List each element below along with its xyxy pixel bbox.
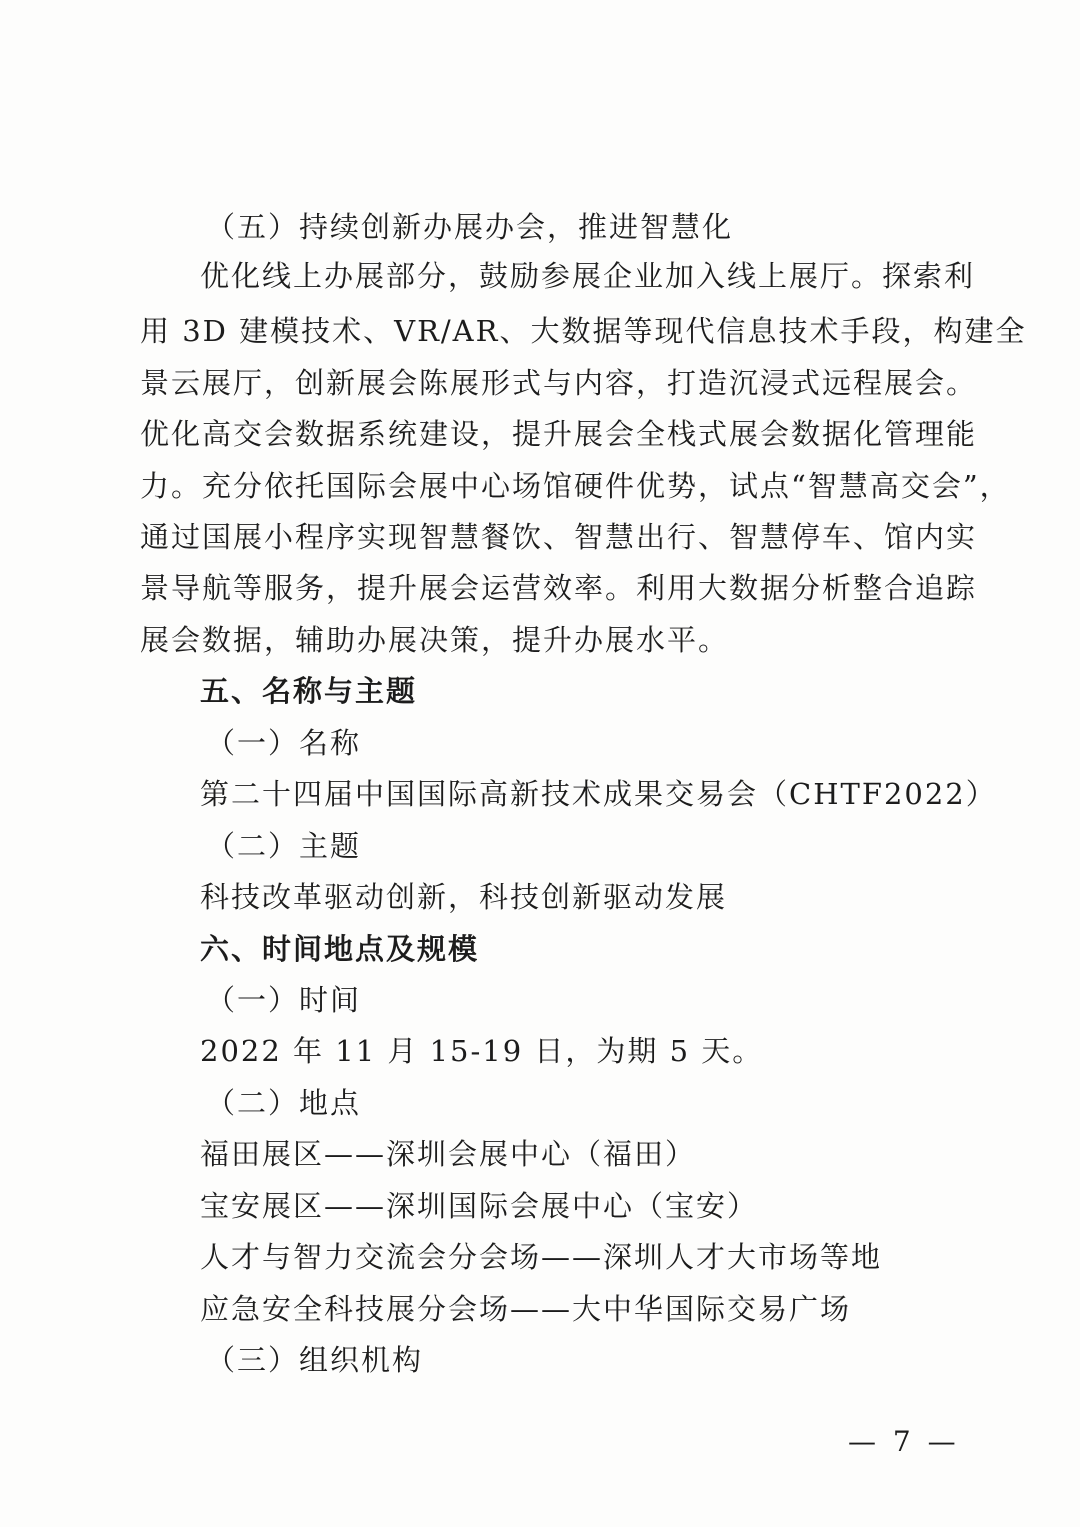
paragraph-line-6: 通过国展小程序实现智慧餐饮、智慧出行、智慧停车、馆内实 xyxy=(140,520,978,554)
place-item-emergency-expo: 应急安全科技展分会场——大中华国际交易广场 xyxy=(200,1292,852,1326)
paragraph-line-7: 景导航等服务，提升展会运营效率。利用大数据分析整合追踪 xyxy=(140,571,978,605)
section-heading-name-theme: 五、名称与主题 xyxy=(200,674,418,708)
paragraph-line-5: 力。充分依托国际会展中心场馆硬件优势，试点“智慧高交会”， xyxy=(140,469,1011,503)
paragraph-line-3: 景云展厅，创新展会陈展形式与内容，打造沉浸式远程展会。 xyxy=(140,366,978,400)
place-item-talent-fair: 人才与智力交流会分会场——深圳人才大市场等地 xyxy=(200,1240,883,1274)
subsection-heading-theme: （二）主题 xyxy=(206,829,362,863)
subsection-heading-innovation: （五）持续创新办展办会，推进智慧化 xyxy=(206,210,734,244)
subsection-heading-organization: （三）组织机构 xyxy=(206,1343,424,1377)
theme-text: 科技改革驱动创新，科技创新驱动发展 xyxy=(200,880,728,914)
section-heading-time-place: 六、时间地点及规模 xyxy=(200,932,480,966)
subsection-heading-place: （二）地点 xyxy=(206,1086,362,1120)
paragraph-line-8: 展会数据，辅助办展决策，提升办展水平。 xyxy=(140,623,730,657)
place-item-baoan: 宝安展区——深圳国际会展中心（宝安） xyxy=(200,1189,759,1223)
paragraph-line-4: 优化高交会数据系统建设，提升展会全栈式展会数据化管理能 xyxy=(140,417,978,451)
subsection-heading-name: （一）名称 xyxy=(206,726,362,760)
paragraph-line-1: 优化线上办展部分，鼓励参展企业加入线上展厅。探索利 xyxy=(200,259,976,293)
page-number: — 7 — xyxy=(848,1425,960,1458)
paragraph-line-2: 用 3D 建模技术、VR/AR、大数据等现代信息技术手段，构建全 xyxy=(140,314,1027,348)
subsection-heading-time: （一）时间 xyxy=(206,983,362,1017)
exhibition-name-text: 第二十四届中国国际高新技术成果交易会（CHTF2022） xyxy=(200,777,997,811)
time-text: 2022 年 11 月 15-19 日，为期 5 天。 xyxy=(200,1034,764,1068)
place-item-futian: 福田展区——深圳会展中心（福田） xyxy=(200,1137,697,1171)
